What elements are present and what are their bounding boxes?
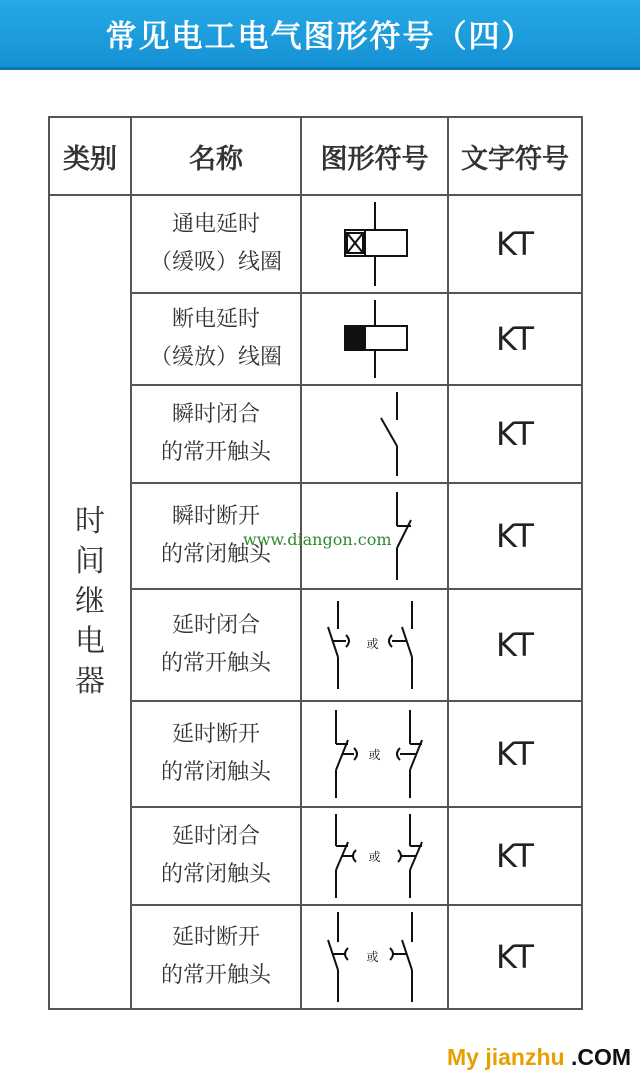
- header-graphic-symbol: 图形符号: [301, 117, 448, 195]
- row-name: 延时闭合 的常闭触头: [131, 807, 301, 905]
- row-name: 延时闭合 的常开触头: [131, 589, 301, 701]
- header-category: 类别: [49, 117, 131, 195]
- or-label: 或: [366, 637, 379, 651]
- title-banner: [0, 0, 640, 70]
- on-delay-coil-icon: [325, 198, 425, 290]
- category-cell: [49, 195, 131, 1009]
- row-name: 延时断开 的常开触头: [131, 905, 301, 1009]
- row-code: KT: [448, 385, 582, 483]
- row-code: KT: [448, 905, 582, 1009]
- row-name: 瞬时断开 的常闭触头: [131, 483, 301, 589]
- or-label: 或: [368, 748, 381, 762]
- row-code: KT: [448, 195, 582, 293]
- off-delay-coil-icon: [325, 296, 425, 382]
- logo-tld-text: .COM: [570, 1044, 632, 1070]
- row-name: 通电延时 （缓吸）线圈: [131, 195, 301, 293]
- row-code: KT: [448, 701, 582, 807]
- header-letter-symbol: 文字符号: [448, 117, 582, 195]
- row-code: KT: [448, 483, 582, 589]
- table-header-row: [49, 117, 582, 195]
- logo-main-text: My jianzhu: [447, 1044, 565, 1070]
- page-title: 常见电工电气图形符号（四）: [105, 19, 535, 55]
- row-code: KT: [448, 293, 582, 385]
- or-label: 或: [368, 850, 381, 864]
- row-name: 瞬时闭合 的常开触头: [131, 385, 301, 483]
- row-name: 断电延时 （缓放）线圈: [131, 293, 301, 385]
- symbol-table: [48, 116, 583, 1010]
- table-row: [49, 195, 582, 293]
- footer-logo: [447, 1044, 631, 1071]
- row-name: 延时断开 的常闭触头: [131, 701, 301, 807]
- instant-no-contact-icon: [325, 388, 425, 480]
- category-label: 时间继电器: [75, 504, 105, 699]
- row-code: KT: [448, 807, 582, 905]
- header-name: 名称: [131, 117, 301, 195]
- or-label: 或: [366, 950, 379, 964]
- watermark-text: www.diangon.com: [243, 530, 392, 549]
- row-code: KT: [448, 589, 582, 701]
